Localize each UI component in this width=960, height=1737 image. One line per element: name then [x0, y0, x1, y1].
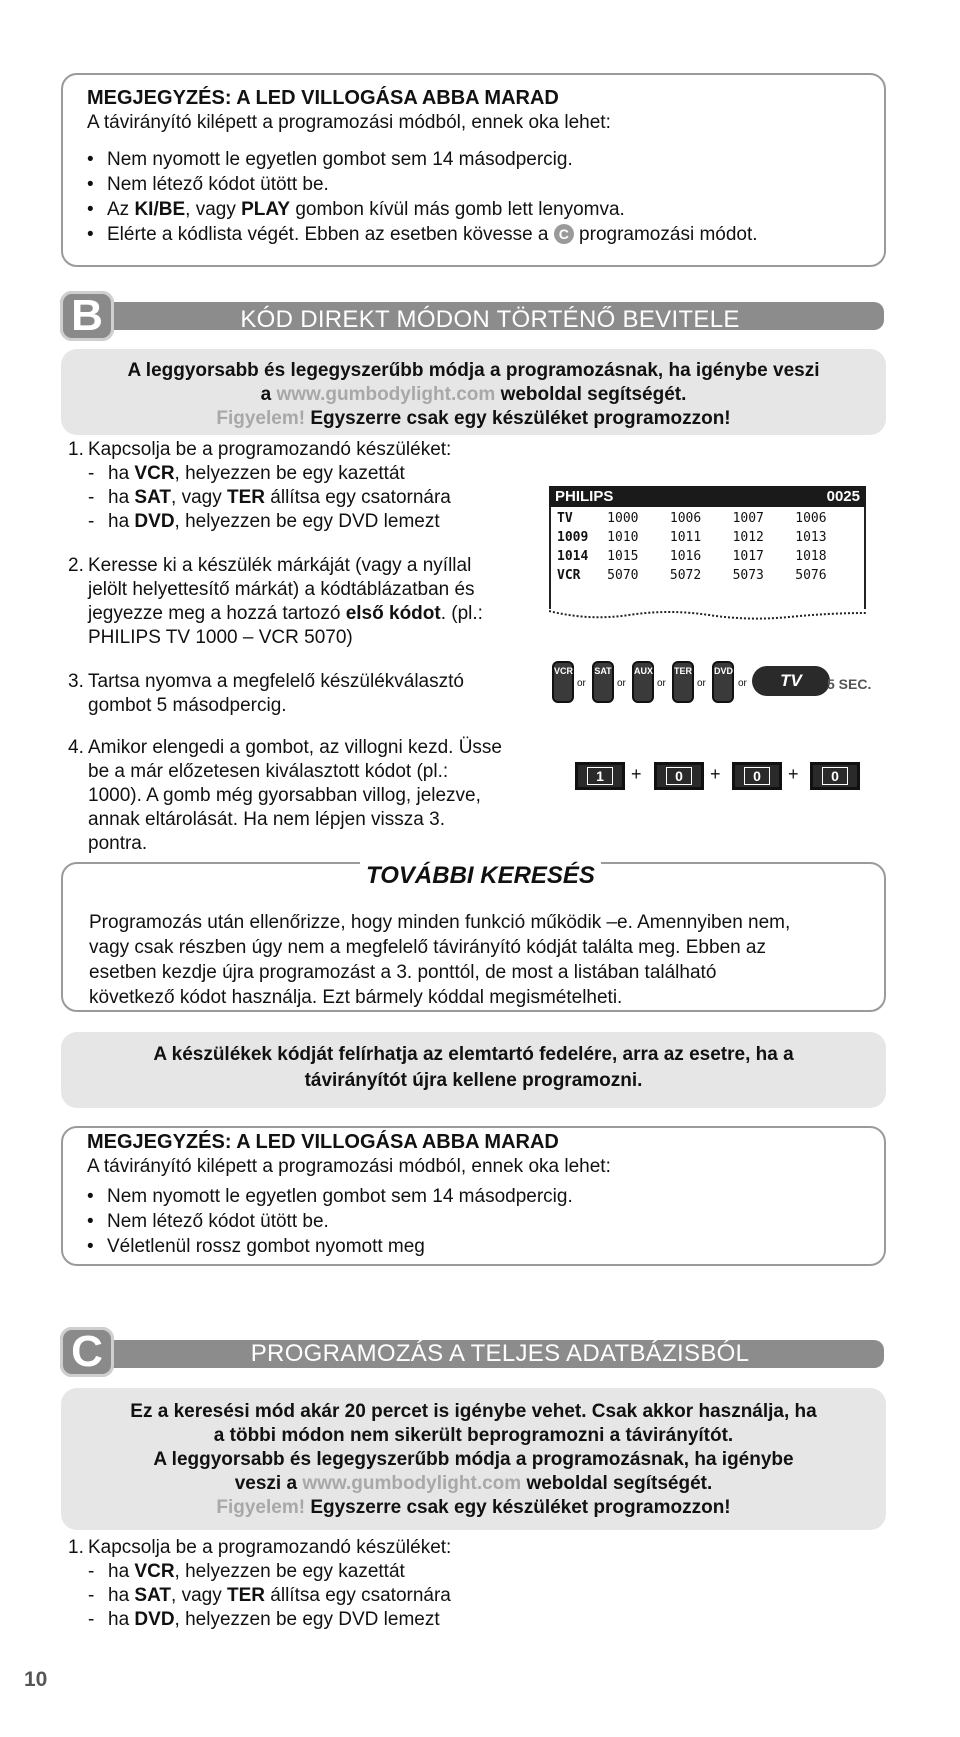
note-box-2 [61, 1126, 886, 1266]
list-item: • Nem nyomott le egyetlen gombot sem 14 másodpercig. [87, 149, 573, 170]
note-box-1 [61, 73, 886, 267]
code-table-body [549, 507, 866, 609]
list-item: • Elérte a kódlista végét. Ebben az esetben kövesse a C programozási módot. [87, 224, 758, 245]
note-2-title: MEGJEGYZÉS: A LED VILLOGÁSA ABBA MARAD [87, 1131, 559, 1153]
further-search-box: Programozás után ellenőrizze, hogy minden funkció működik –e. Amennyiben nem, vagy csak részben úgy nem a megfelelő távirányító kódját találta meg. Ebben az esetben kezdje újra programozást a 3. ponttól, de most a listában található következő kódot használja. Ezt bármely kóddal megismételheti. [61, 862, 886, 1012]
list-item: - ha SAT, vagy TER állítsa egy csatornára [88, 487, 451, 508]
list-item: - ha VCR, helyezzen be egy kazettát [88, 1561, 405, 1582]
bullet-icon: • [87, 1236, 94, 1257]
code-table-header: PHILIPS 0025 [549, 486, 866, 507]
step-1: 1. Kapcsolja be a programozandó készüléket: - ha VCR, helyezzen be egy kazettát - ha SAT, vagy TER állítsa egy csatornára - ha DVD, helyezzen be egy DVD lemezt [68, 438, 538, 534]
note-2-list [87, 1184, 860, 1259]
list-item: • Nem létező kódot ütött be. [87, 174, 329, 195]
section-c-intro-panel: Ez a keresési mód akár 20 percet is igénybe vehet. Csak akkor használja, ha a többi módon nem sikerült beprogramozni a távirányítót. A leggyorsabb és legegyszerűbb módja a programozásnak, ha igénybe veszi a www.gumbodylight.com weboldal segítségét. Figyelem! Egyszerre csak egy készüléket programozzon! [61, 1388, 886, 1530]
note-2-subtitle: A távirányító kilépett a programozási módból, ennek oka lehet: [87, 1156, 611, 1177]
key-0-icon: 0 [654, 762, 704, 790]
vcr-button-icon: VCR [552, 661, 574, 703]
list-item: • Nem nyomott le egyetlen gombot sem 14 másodpercig. [87, 1186, 573, 1207]
bullet-icon: • [87, 224, 94, 245]
table-row: TV 1000 1006 1007 1006 [557, 511, 827, 526]
warning-label: Figyelem! [216, 408, 306, 429]
or-label: or [617, 678, 626, 689]
dvd-button-icon: DVD [712, 661, 734, 703]
note-1-title: MEGJEGYZÉS: A LED VILLOGÁSA ABBA MARAD [87, 87, 559, 109]
bullet-icon: • [87, 174, 94, 195]
step-4: 4. Amikor elengedi a gombot, az villogni kezd. Üsse be a már előzetesen kiválasztott kódot (pl.: 1000). A gomb még gyorsabban villog, jelezve, annak eltárolását. Ha nem lépjen vissza 3. pontra. [68, 737, 502, 854]
table-row: VCR 5070 5072 5073 5076 [557, 568, 827, 583]
code-table [549, 486, 866, 621]
or-label: or [577, 678, 586, 689]
bullet-icon: • [87, 1186, 94, 1207]
section-c-badge-icon: C [60, 1327, 114, 1377]
sat-button-icon: SAT [592, 661, 614, 703]
key-0-icon: 0 [732, 762, 782, 790]
section-c-title: PROGRAMOZÁS A TELJES ADATBÁZISBÓL [250, 1340, 750, 1367]
bullet-icon: • [87, 1211, 94, 1232]
key-0-icon: 0 [810, 762, 860, 790]
plus-label: + [788, 764, 799, 784]
list-item: • Az KI/BE, vagy PLAY gombon kívül más gomb lett lenyomva. [87, 199, 625, 220]
bullet-icon: • [87, 149, 94, 170]
tip-panel: A készülékek kódját felírhatja az elemtartó fedelére, arra az esetre, ha a távirányítót újra kellene programozni. [61, 1032, 886, 1108]
or-label: or [697, 678, 706, 689]
plus-label: + [710, 764, 721, 784]
further-search-title: TOVÁBBI KERESÉS [360, 862, 601, 890]
list-item: - ha DVD, helyezzen be egy DVD lemezt [88, 1609, 440, 1630]
list-item: - ha DVD, helyezzen be egy DVD lemezt [88, 511, 440, 532]
list-item: • Nem létező kódot ütött be. [87, 1211, 329, 1232]
key-1-icon: 1 [575, 762, 625, 790]
list-item: • Véletlenül rossz gombot nyomott meg [87, 1236, 425, 1257]
seconds-label: 5 SEC. [827, 676, 872, 692]
section-b-title: KÓD DIREKT MÓDON TÖRTÉNŐ BEVITELE [240, 306, 740, 333]
section-b-badge-icon: B [60, 291, 114, 341]
bullet-icon: • [87, 199, 94, 220]
warning-label: Figyelem! [216, 1497, 306, 1518]
table-row: 1009 1010 1011 1012 1013 [557, 530, 827, 545]
plus-label: + [631, 764, 642, 784]
section-b-intro-panel: A leggyorsabb és legegyszerűbb módja a programozásnak, ha igénybe veszi a www.gumbodylight.com weboldal segítségét. Figyelem! Egyszerre csak egy készüléket programozzon! [61, 349, 886, 435]
ter-button-icon: TER [672, 661, 694, 703]
website-link[interactable]: www.gumbodylight.com [276, 384, 496, 405]
page-number: 10 [24, 1668, 48, 1691]
tv-button-icon: TV [752, 666, 830, 696]
step-3: 3. Tartsa nyomva a megfelelő készülékválasztó gombot 5 másodpercig. [68, 671, 464, 716]
step-1-c: 1. Kapcsolja be a programozandó készüléket: - ha VCR, helyezzen be egy kazettát - ha SAT, vagy TER állítsa egy csatornára - ha DVD, helyezzen be egy DVD lemezt [68, 1536, 668, 1632]
note-1-subtitle: A távirányító kilépett a programozási módból, ennek oka lehet: [87, 112, 611, 133]
or-label: or [738, 678, 747, 689]
table-row: 1014 1015 1016 1017 1018 [557, 549, 827, 564]
or-label: or [657, 678, 666, 689]
list-item: - ha VCR, helyezzen be egy kazettát [88, 463, 405, 484]
list-item: - ha SAT, vagy TER állítsa egy csatornára [88, 1585, 451, 1606]
torn-edge-icon [549, 609, 866, 623]
inline-c-badge-icon: C [554, 224, 574, 244]
note-1-list [87, 147, 860, 247]
website-link[interactable]: www.gumbodylight.com [302, 1473, 522, 1494]
aux-button-icon: AUX [632, 661, 654, 703]
step-2: 2. Keresse ki a készülék márkáját (vagy a nyíllal jelölt helyettesítő márkát) a kódtáblázatban és jegyezze meg a hozzá tartozó első kódot. (pl.: PHILIPS TV 1000 – VCR 5070) [68, 555, 483, 648]
